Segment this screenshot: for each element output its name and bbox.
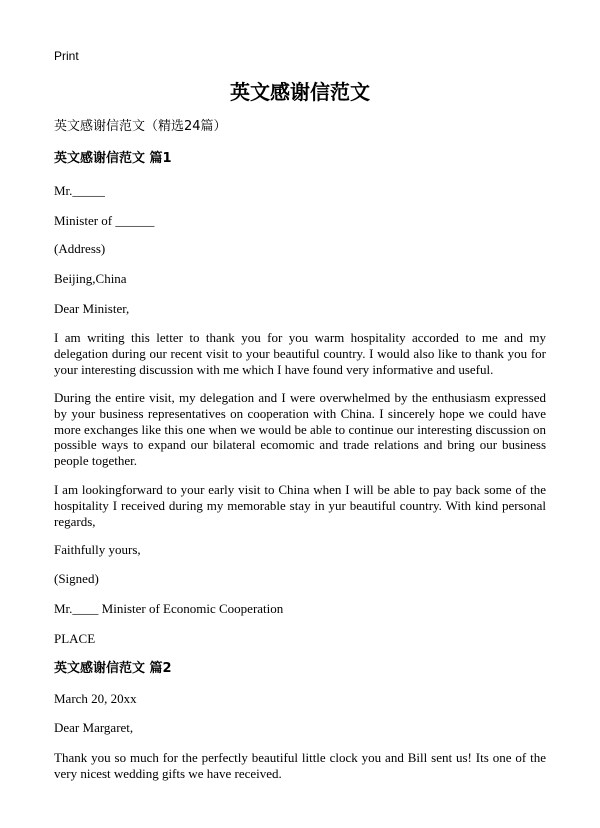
letter-1-signed: (Signed): [54, 571, 99, 586]
letter-1-paragraph-2: During the entire visit, my delegation and I were overwhelmed by the enthusiasm expressed by your business representatives on cooperation with China. I sincerely hope we could have more exchanges like this one when we would be able to continue our interesting discussion on possible ways to expand our bilateral ecomomic and trade relations and bring our business people together.: [54, 390, 546, 469]
recipient-title: Minister of ______: [54, 213, 155, 228]
letter-1-signature-line: Mr.____ Minister of Economic Cooperation: [54, 601, 284, 616]
letter-1-paragraph-1: I am writing this letter to thank you for you warm hospitality accorded to me and my delegation during our recent visit to your beautiful country. I would also like to thank you for your interesting discussion with me which I have found very informative and useful.: [54, 330, 546, 377]
letter-1-place: PLACE: [54, 631, 96, 646]
recipient-address: (Address): [54, 241, 106, 256]
section-2-heading: 英文感谢信范文 篇2: [54, 661, 172, 676]
letter-2-salutation: Dear Margaret,: [54, 720, 134, 735]
letter-1-paragraph-3: I am lookingforward to your early visit to China when I will be able to pay back some of the hospitality I received during my memorable stay in yur beautiful country. With kind personal regards,: [54, 482, 546, 529]
letter-2-date: March 20, 20xx: [54, 691, 137, 706]
page-title: 英文感谢信范文: [230, 80, 370, 104]
letter-1-salutation: Dear Minister,: [54, 301, 130, 316]
letter-1-closing: Faithfully yours,: [54, 542, 141, 557]
recipient-name: Mr._____: [54, 183, 105, 198]
letter-2-paragraph-1: Thank you so much for the perfectly beautiful little clock you and Bill sent us! Its one of the very nicest wedding gifts we have received.: [54, 750, 546, 781]
document-subtitle: 英文感谢信范文（精选24篇）: [54, 119, 227, 134]
section-1-heading: 英文感谢信范文 篇1: [54, 151, 172, 166]
print-link[interactable]: Print: [54, 49, 79, 63]
recipient-city: Beijing,China: [54, 271, 127, 286]
